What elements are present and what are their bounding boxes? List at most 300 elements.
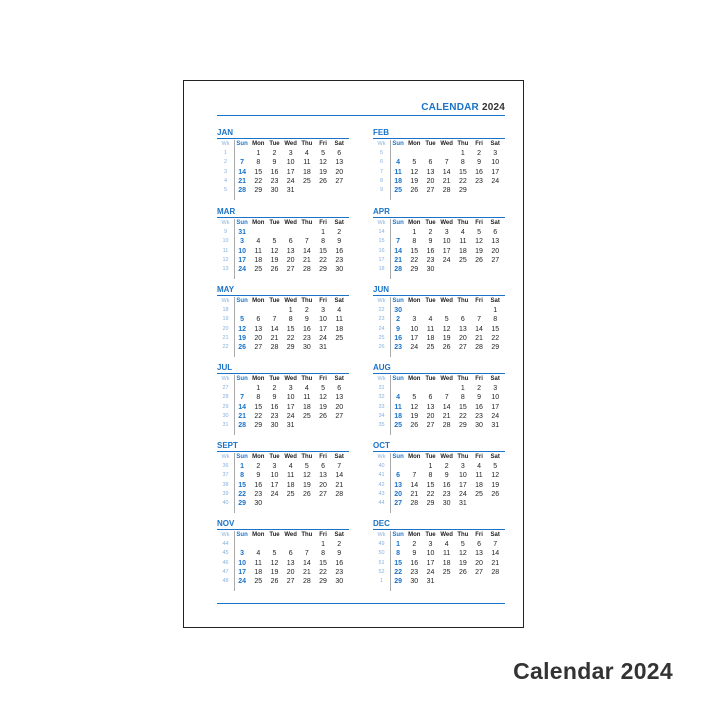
week-row [217,315,347,324]
week-number: 16 [378,247,385,254]
day-cell: 23 [394,343,402,351]
week-row [217,168,347,177]
day-cell: 4 [288,463,293,471]
week-row [373,540,503,549]
week-number: 12 [222,256,229,263]
week-row [373,559,503,568]
week-number: 31 [222,421,229,428]
week-number: 2 [223,159,228,166]
day-cell: 3 [460,463,465,471]
day-cell: 8 [460,159,465,167]
day-header: Fri [319,298,327,304]
week-row [217,384,347,393]
day-cell: 18 [394,412,402,420]
day-cell [250,228,266,237]
week-row [373,384,503,393]
day-cell: 18 [254,568,263,576]
day-cell: 8 [412,238,417,246]
day-header: Sat [334,141,344,147]
week-number: 10 [222,238,229,245]
week-row [217,149,347,158]
day-cell: 28 [238,186,246,194]
week-number: 3 [223,168,228,175]
day-cell: 29 [319,577,327,585]
week-row [217,421,347,430]
week-row [373,471,503,480]
day-cell: 20 [286,568,295,576]
month-jan [217,128,349,203]
week-number: 9 [223,229,228,236]
day-cell: 24 [426,568,435,576]
day-header: Fri [475,454,483,460]
day-header-row [373,140,503,149]
day-cell: 31 [491,421,500,429]
day-cell: 24 [491,177,500,185]
day-header: Mon [408,298,421,304]
week-header: Wk [221,376,230,382]
day-cell: 22 [319,256,327,264]
day-header: Tue [425,532,436,538]
day-cell: 14 [238,403,246,411]
month-divider [373,138,505,139]
day-cell: 7 [493,541,498,549]
day-header: Tue [269,141,280,147]
calendar-title [217,101,505,115]
day-cell: 10 [491,394,500,402]
day-cell: 16 [426,247,435,255]
week-number: 11 [222,247,229,254]
day-cell [439,149,455,158]
day-cell: 12 [302,472,311,480]
month-name: AUG [373,363,391,372]
day-cell: 19 [491,481,500,489]
day-header: Thu [301,454,313,460]
week-row [373,421,503,430]
week-row [217,177,347,186]
week-row [373,393,503,402]
day-header: Thu [301,220,313,226]
day-cell: 14 [302,559,311,567]
day-cell: 1 [396,541,401,549]
day-header-row [217,219,347,228]
day-cell: 25 [394,186,402,194]
day-cell: 29 [458,186,467,194]
day-cell [390,149,406,158]
day-header: Thu [457,376,469,382]
week-row [217,256,347,265]
day-cell: 16 [442,481,451,489]
day-header: Tue [425,141,436,147]
day-cell: 28 [442,421,451,429]
week-number: 23 [378,316,385,323]
day-cell: 2 [272,150,277,158]
day-cell: 17 [426,559,435,567]
day-cell: 7 [304,550,309,558]
week-number: 1 [223,150,228,157]
week-row [373,186,503,195]
week-row [217,540,347,549]
day-cell: 27 [394,499,402,507]
day-cell [439,306,455,315]
week-number: 1 [379,577,384,584]
week-number: 17 [378,256,385,263]
day-header: Sat [334,454,344,460]
month-sept [217,441,349,516]
day-cell: 10 [426,550,435,558]
day-cell [234,306,250,315]
month-name: JUL [217,363,233,372]
day-cell: 3 [240,238,245,246]
day-cell: 19 [319,168,327,176]
day-cell [406,384,422,393]
week-number: 22 [222,343,229,350]
day-cell: 11 [335,316,343,324]
week-header: Wk [221,141,230,147]
day-cell: 12 [410,168,419,176]
day-cell: 1 [321,541,325,549]
day-cell: 4 [304,150,309,158]
day-header-row [217,140,347,149]
day-cell: 15 [458,168,467,176]
day-cell: 2 [272,385,277,393]
day-header: Mon [408,376,421,382]
day-cell: 15 [458,403,467,411]
week-number: 34 [378,412,385,419]
day-cell: 20 [286,256,295,264]
week-number: 27 [222,385,229,392]
month-divider [217,295,349,296]
day-header: Sat [490,532,500,538]
week-number: 6 [379,159,384,166]
week-number: 40 [222,499,229,506]
day-cell: 17 [270,481,279,489]
day-cell: 8 [240,472,245,480]
day-header: Wed [284,298,297,304]
day-cell: 6 [337,385,342,393]
day-cell: 14 [270,325,279,333]
week-row [217,412,347,421]
day-cell: 27 [335,177,344,185]
month-divider [373,217,505,218]
day-cell: 11 [459,238,467,246]
month-name: NOV [217,519,235,528]
day-cell [299,540,315,549]
day-header: Sat [490,298,500,304]
day-cell: 6 [288,550,293,558]
day-cell: 22 [394,568,402,576]
day-cell: 1 [460,385,465,393]
day-cell: 19 [238,334,246,342]
day-cell: 29 [458,421,467,429]
day-header: Mon [252,141,265,147]
day-cell: 30 [335,577,344,585]
day-cell: 4 [256,550,261,558]
day-cell: 22 [254,177,263,185]
day-cell: 15 [319,559,327,567]
day-header: Sat [334,220,344,226]
day-cell: 19 [410,412,419,420]
day-cell: 12 [319,159,327,167]
day-cell: 26 [319,412,327,420]
day-cell: 26 [458,568,467,576]
week-row [217,499,347,508]
day-cell: 16 [270,168,279,176]
day-header: Fri [475,532,483,538]
day-cell: 17 [286,403,295,411]
day-cell: 16 [394,334,402,342]
day-cell: 4 [396,394,401,402]
day-cell: 22 [458,177,467,185]
day-cell: 19 [302,481,311,489]
month-divider [373,451,505,452]
day-cell [234,540,250,549]
day-cell: 8 [288,316,293,324]
day-cell: 15 [319,247,327,255]
day-cell [331,343,347,352]
day-cell: 20 [319,481,327,489]
day-cell: 28 [238,421,246,429]
day-cell [439,265,455,274]
day-cell: 3 [428,541,433,549]
day-cell: 5 [240,316,245,324]
day-cell: 23 [442,490,451,498]
day-cell [315,421,331,430]
day-cell [487,499,503,508]
week-row [373,577,503,586]
day-cell: 26 [442,343,451,351]
week-number: 8 [379,177,384,184]
day-cell [234,384,250,393]
day-cell: 6 [477,541,481,549]
day-cell: 30 [270,421,279,429]
month-divider [373,373,505,374]
day-header: Sun [236,376,248,382]
day-cell: 25 [442,568,451,576]
week-row [373,412,503,421]
day-cell: 9 [272,394,277,402]
day-cell [455,577,471,586]
day-cell: 2 [337,541,342,549]
day-cell: 11 [303,394,311,402]
day-cell [331,499,347,508]
month-name: MAY [217,285,235,294]
day-cell: 3 [444,229,449,237]
day-header: Tue [269,376,280,382]
day-cell: 30 [270,186,279,194]
day-cell: 7 [412,472,417,480]
day-cell [439,384,455,393]
day-cell: 21 [335,481,344,489]
day-header: Fri [319,454,327,460]
day-cell: 24 [410,343,419,351]
day-cell: 3 [240,550,245,558]
day-header: Sun [392,454,404,460]
day-cell: 2 [412,541,417,549]
day-cell: 12 [458,550,467,558]
month-grid [373,531,503,586]
day-cell: 5 [321,150,325,158]
week-row [217,247,347,256]
day-cell [299,421,315,430]
day-cell: 1 [493,307,498,315]
week-row [217,265,347,274]
day-header: Sat [334,376,344,382]
day-cell: 15 [394,559,402,567]
day-cell: 12 [270,559,279,567]
day-cell: 15 [238,481,246,489]
week-number: 47 [222,568,229,575]
day-cell: 11 [254,559,262,567]
day-cell: 8 [460,394,465,402]
day-cell: 6 [428,394,433,402]
day-header-row [373,453,503,462]
week-row [217,158,347,167]
day-header: Mon [408,532,421,538]
day-cell: 9 [272,159,277,167]
day-cell: 6 [396,472,401,480]
month-divider [217,138,349,139]
day-cell: 18 [426,334,435,342]
day-cell: 23 [254,490,263,498]
day-cell: 22 [491,334,500,342]
week-row [217,568,347,577]
day-header: Wed [284,454,297,460]
day-header: Wed [440,532,453,538]
day-cell [331,186,347,195]
month-grid [217,453,347,508]
day-cell: 7 [337,463,342,471]
day-cell: 3 [272,463,277,471]
day-cell: 14 [491,550,500,558]
day-cell: 4 [444,541,449,549]
day-cell: 15 [410,247,419,255]
day-header: Sat [490,454,500,460]
week-row [373,549,503,558]
day-cell: 9 [304,316,309,324]
day-header: Tue [269,298,280,304]
day-cell: 6 [460,316,465,324]
day-cell: 14 [410,481,419,489]
week-number: 42 [378,481,385,488]
day-cell: 28 [442,186,451,194]
day-cell [390,462,406,471]
week-header: Wk [377,454,386,460]
week-number: 44 [378,499,385,506]
day-header: Tue [425,376,436,382]
day-cell: 12 [475,238,483,246]
week-number: 15 [378,238,385,245]
day-cell: 10 [270,472,279,480]
day-cell: 19 [270,568,279,576]
day-cell: 17 [319,325,327,333]
day-cell: 29 [254,186,263,194]
day-cell: 6 [493,229,498,237]
day-header: Sun [236,298,248,304]
day-cell: 7 [444,159,449,167]
day-cell: 2 [256,463,261,471]
day-cell: 21 [238,177,246,185]
day-cell: 14 [302,247,311,255]
day-cell: 20 [426,412,435,420]
day-cell: 20 [426,177,435,185]
day-cell: 18 [286,481,295,489]
week-row [217,403,347,412]
day-cell [455,265,471,274]
day-cell: 4 [428,316,433,324]
week-row [373,149,503,158]
day-header: Sun [392,532,404,538]
week-number: 25 [378,334,385,341]
day-cell: 3 [321,307,325,315]
day-header: Sun [236,532,248,538]
day-cell: 6 [337,150,342,158]
day-cell: 5 [444,316,449,324]
day-cell: 9 [444,472,449,480]
day-header: Wed [284,220,297,226]
day-header: Mon [252,298,265,304]
day-cell: 16 [254,481,263,489]
day-cell [439,577,455,586]
week-row [373,247,503,256]
day-cell: 23 [475,412,483,420]
day-cell [406,306,422,315]
day-header: Fri [475,220,483,226]
day-cell: 7 [477,316,481,324]
day-cell: 17 [238,256,246,264]
day-cell: 26 [491,490,500,498]
day-header: Wed [284,376,297,382]
day-header: Tue [269,220,280,226]
month-oct [373,441,505,516]
week-header: Wk [221,532,230,538]
day-cell [422,306,438,315]
day-cell: 14 [335,472,344,480]
day-cell [406,149,422,158]
day-cell: 23 [475,177,483,185]
week-row [373,306,503,315]
day-cell: 2 [396,316,401,324]
day-cell: 12 [319,394,327,402]
month-name: OCT [373,441,390,450]
day-header-row [217,375,347,384]
day-cell: 2 [477,150,481,158]
day-header-row [373,375,503,384]
day-cell: 28 [302,577,311,585]
week-number: 7 [379,168,384,175]
day-cell: 28 [335,490,344,498]
month-jul [217,363,349,438]
day-cell: 4 [396,159,401,167]
calendar-title-year: 2024 [481,102,505,113]
day-cell: 26 [302,490,311,498]
day-cell: 6 [256,316,261,324]
week-number: 22 [378,307,385,314]
day-header: Sun [236,454,248,460]
day-cell: 22 [458,412,467,420]
week-row [217,559,347,568]
week-number: 50 [378,550,385,557]
day-header: Mon [408,220,421,226]
day-header-row [373,297,503,306]
day-cell: 25 [302,177,311,185]
day-cell: 13 [335,159,344,167]
day-cell: 25 [475,490,483,498]
day-cell: 2 [337,229,342,237]
day-cell: 20 [475,559,483,567]
day-cell [487,265,503,274]
day-cell: 26 [319,177,327,185]
day-cell: 12 [410,403,419,411]
